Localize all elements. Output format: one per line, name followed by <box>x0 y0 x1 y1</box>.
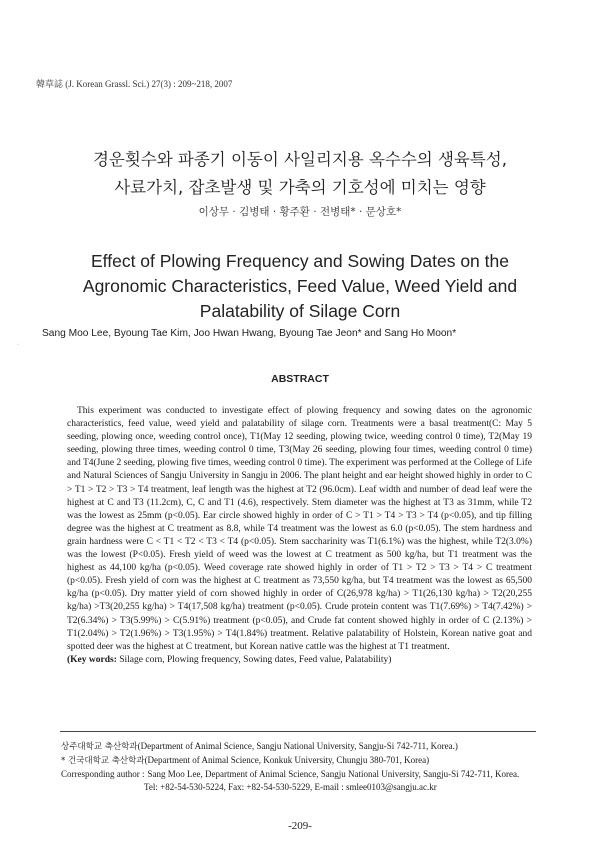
affiliation-1-korean: 상주대학교 축산학과 <box>61 742 138 752</box>
corresponding-author <box>61 768 541 781</box>
keywords-label: (Key words: <box>67 654 117 665</box>
abstract-body <box>67 405 532 667</box>
contact-info: Tel: +82-54-530-5224, Fax: +82-54-530-5229, E-mail : smlee0103@sangju.ac.kr <box>144 782 437 792</box>
english-title-line-3: Palatability of Silage Corn <box>199 301 401 321</box>
abstract-heading: ABSTRACT <box>271 373 329 385</box>
keywords <box>67 654 532 667</box>
korean-title-line-1: 경운횟수와 파종기 이동이 사일리지용 옥수수의 생육특성, <box>92 150 507 169</box>
affiliation-2 <box>61 754 541 768</box>
affiliation-1 <box>61 740 541 754</box>
page-number: -209- <box>288 820 312 832</box>
margin-dot: · <box>17 342 19 348</box>
journal-reference: 韓草誌 (J. Korean Grassl. Sci.) 27(3) : 209~218, 2007 <box>36 79 233 89</box>
affiliation-2-english: (Department of Animal Science, Konkuk University, Chungju 380-701, Korea) <box>144 755 430 765</box>
footnotes <box>61 740 541 794</box>
english-title-line-1: Effect of Plowing Frequency and Sowing Dates on the <box>91 251 509 271</box>
corresponding-author-label: Corresponding author : <box>61 769 145 779</box>
affiliation-2-korean: * 건국대학교 축산학과 <box>61 756 145 766</box>
english-title-line-2: Agronomic Characteristics, Feed Value, Weed Yield and <box>82 276 518 296</box>
footnote-divider <box>60 731 536 732</box>
abstract-text: This experiment was conducted to investigate effect of plowing frequency and sowing dates on the agronomic characteristics, feed value, weed yield and palatability of silage corn. Treatments were a basal treatment(C: May 5 seeding, plowing once, weeding control once), T1(May 12 seeding, plowing twice, weeding control 0 time), T2(May 19 seeding, plowing three times, weeding control 0 time, T3(May 26 seeding, plowing four times, weeding control 0 time) and T4(June 2 seeding, plowing five times, weeding control 0 time). The experiment was performed at the College of Life and Natural Sciences of Sangju University in Sangju in 2006. The plant height and ear height showed highly in order to C > T1 > T2 > T3 > T4 treatment, leaf length was the highest at T2 (96.0cm). Leaf width and number of dead leaf were the highest at C and T3 (11.2cm), C, C and T1 (4.6), respectively. Stem diameter was the highest at T3 as 31mm, while T2 was the lowest as 25mm (p<0.05). Ear circle showed highly in order of C > T1 > T4 > T3 > T4 (p<0.05), and tip filling degree was the highest at C treatment as 8.8, while T4 treatment was the lowest as 6.0 (p<0.05). The stem hardness and grain hardness were C < T1 < T2 < T3 < T4 (p<0.05). Stem saccharinity was T1(6.1%) was the highest, while T2(3.0%) was the lowest (P<0.05). Fresh yield of weed was the lowest at C treatment as 500 kg/ha, but T1 treatment was the highest as 44,100 kg/ha (p<0.05). Weed coverage rate showed highly in order of T1 > T2 > T3 > T4 > C treatment (p<0.05). Fresh yield of corn was the highest at C treatment as 73,550 kg/ha, but T4 treatment was the lowest as 65,500 kg/ha (p<0.05). Dry matter yield of corn showed highly in order of C(26,978 kg/ha) > T1(26,130 kg/ha) > T2(20,255 kg/ha) >T3(20,255 kg/ha) > T4(17,508 kg/ha) treatment (p<0.05). Crude protein content was T1(7.69%) > T4(7.42%) > T2(6.34%) > T3(5.99%) > C(5.91%) treatment (p<0.05), and Crude fat content showed highly in order of C (2.13%) > T1(2.04%) > T2(1.96%) > T3(1.95%) > T4(1.84%) treatment. Relative palatability of Holstein, Korean native goat and spotted deer was the highest at C treatment, but Korean native cattle was the highest at T1 treatment. <box>67 406 532 652</box>
korean-title-line-2: 사료가치, 잡초발생 및 가축의 기호성에 미치는 영향 <box>114 178 486 197</box>
affiliation-1-english: (Department of Animal Science, Sangju National University, Sangju-Si 742-711, Korea.) <box>137 741 458 751</box>
keywords-text: Silage corn, Plowing frequency, Sowing dates, Feed value, Palatability) <box>119 654 392 665</box>
english-authors: Sang Moo Lee, Byoung Tae Kim, Joo Hwan Hwang, Byoung Tae Jeon* and Sang Ho Moon* <box>42 328 457 339</box>
corresponding-author-details: Sang Moo Lee, Department of Animal Science, Sangju National University, Sangju-Si 742-711, Korea. <box>147 769 520 779</box>
korean-authors: 이상무 · 김병태 · 황주환 · 전병태* · 문상호* <box>198 206 402 218</box>
